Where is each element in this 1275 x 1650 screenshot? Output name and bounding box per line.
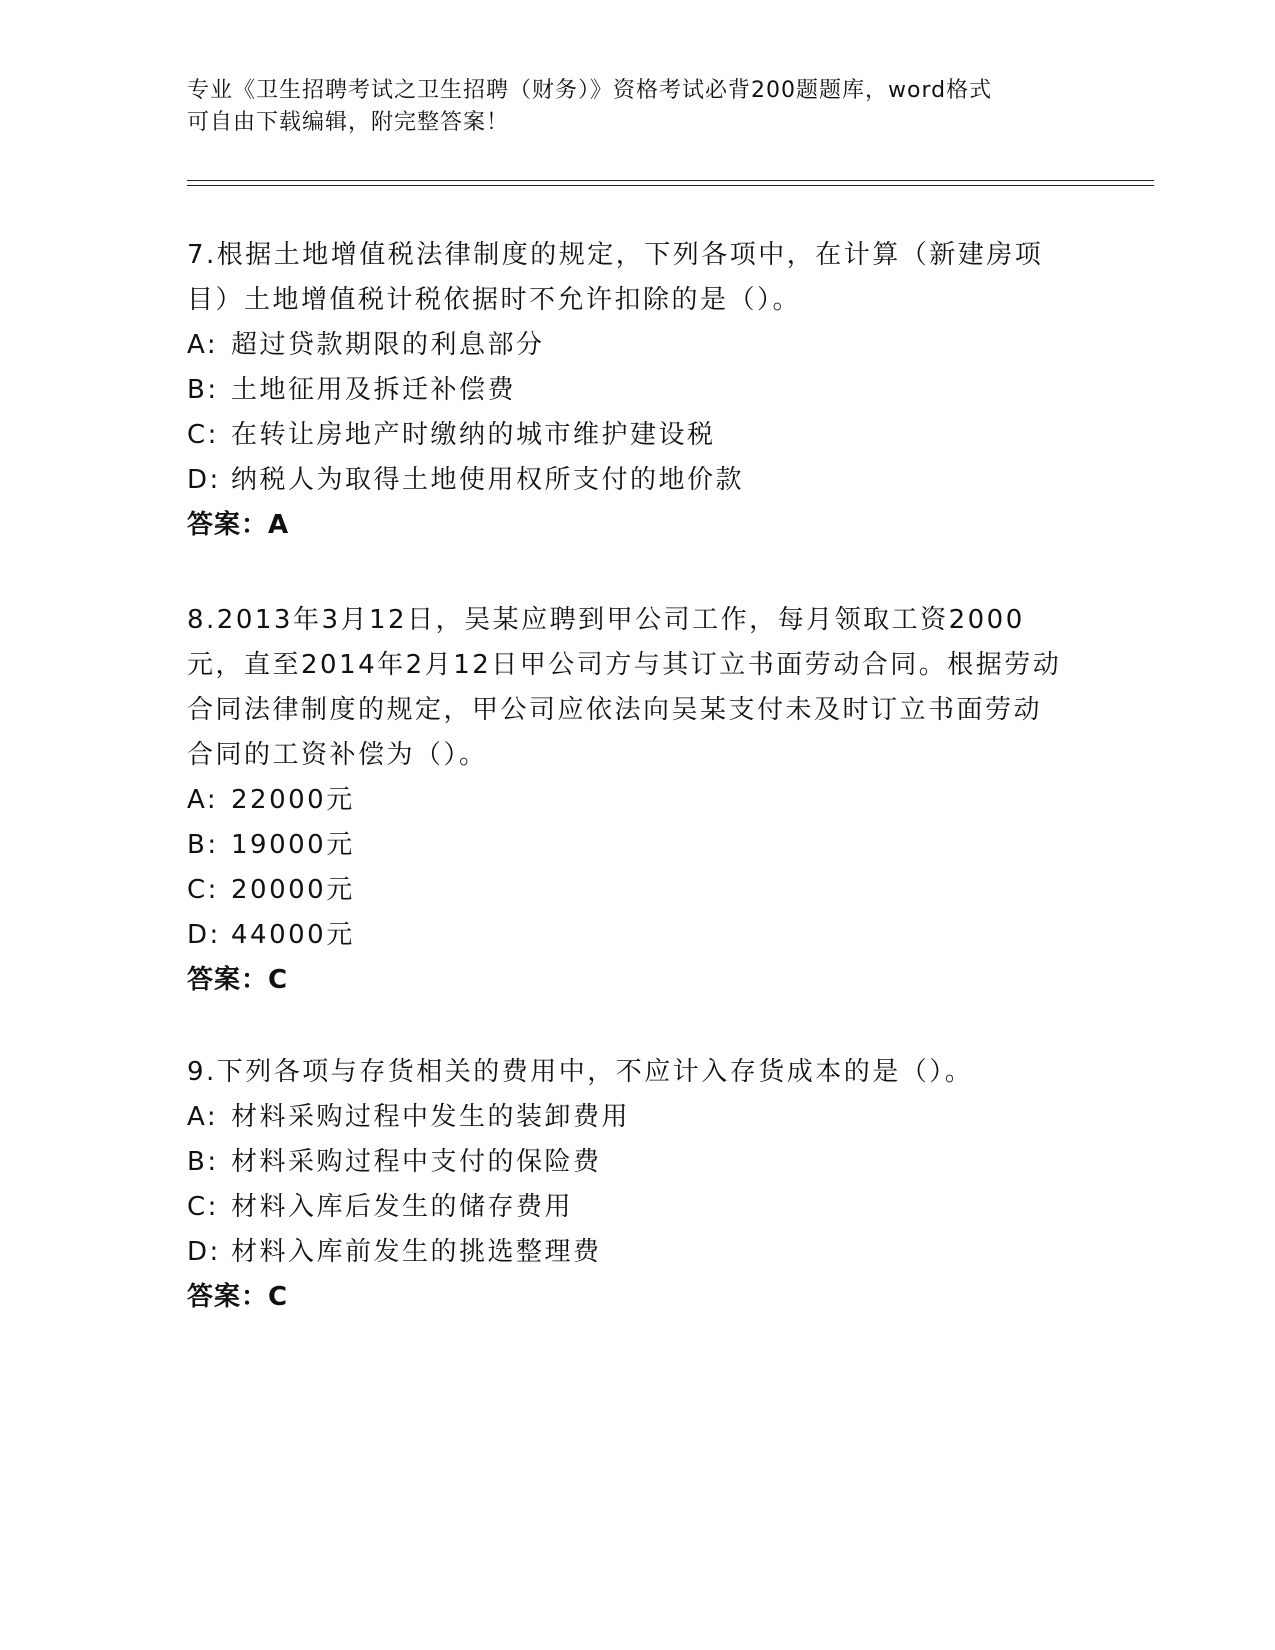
option-b	[187, 823, 1067, 868]
option-text: 20000元	[231, 875, 355, 905]
question-8	[187, 598, 1067, 1003]
option-key: D:	[187, 465, 221, 495]
option-key: A:	[187, 785, 219, 815]
option-c	[187, 413, 1067, 458]
option-d	[187, 913, 1067, 958]
option-text: 超过贷款期限的利息部分	[231, 330, 545, 360]
option-key: B:	[187, 830, 219, 860]
option-text: 22000元	[231, 785, 355, 815]
option-key: D:	[187, 1237, 221, 1267]
document-header	[187, 75, 1067, 139]
header-divider-bottom	[187, 185, 1154, 186]
option-key: C:	[187, 420, 219, 450]
option-text: 材料采购过程中支付的保险费	[231, 1147, 602, 1177]
header-divider-top	[187, 180, 1154, 181]
option-key: C:	[187, 1192, 219, 1222]
question-stem: 8.2013年3月12日，吴某应聘到甲公司工作，每月领取工资2000元，直至2014年2月12日甲公司方与其订立书面劳动合同。根据劳动合同法律制度的规定，甲公司应依法向吴某支付未及时订立书面劳动合同的工资补偿为（）。	[187, 605, 1062, 770]
option-b	[187, 368, 1067, 413]
question-7	[187, 233, 1067, 548]
option-text: 纳税人为取得土地使用权所支付的地价款	[231, 465, 745, 495]
option-text: 材料入库后发生的储存费用	[231, 1192, 574, 1222]
option-a	[187, 778, 1067, 823]
option-text: 44000元	[231, 920, 355, 950]
header-title-line: 专业《卫生招聘考试之卫生招聘（财务）》资格考试必背200题题库，word格式	[187, 78, 993, 103]
option-a	[187, 1095, 1067, 1140]
option-b	[187, 1140, 1067, 1185]
question-stem: 7.根据土地增值税法律制度的规定，下列各项中，在计算（新建房项目）土地增值税计税依据时不允许扣除的是（）。	[187, 240, 1044, 315]
option-key: D:	[187, 920, 221, 950]
option-text: 材料入库前发生的挑选整理费	[231, 1237, 602, 1267]
answer-line: 答案：A	[187, 510, 290, 540]
header-subtitle-line: 可自由下载编辑，附完整答案！	[187, 110, 510, 135]
option-key: B:	[187, 1147, 219, 1177]
question-stem: 9.下列各项与存货相关的费用中，不应计入存货成本的是（）。	[187, 1057, 974, 1087]
option-text: 在转让房地产时缴纳的城市维护建设税	[231, 420, 716, 450]
answer-line: 答案：C	[187, 1282, 289, 1312]
option-a	[187, 323, 1067, 368]
option-text: 土地征用及拆迁补偿费	[231, 375, 517, 405]
option-text: 19000元	[231, 830, 355, 860]
option-key: B:	[187, 375, 219, 405]
option-key: A:	[187, 330, 219, 360]
option-key: C:	[187, 875, 219, 905]
option-c	[187, 868, 1067, 913]
answer-line: 答案：C	[187, 965, 289, 995]
question-9	[187, 1050, 1067, 1320]
option-key: A:	[187, 1102, 219, 1132]
option-d	[187, 1230, 1067, 1275]
option-text: 材料采购过程中发生的装卸费用	[231, 1102, 631, 1132]
option-d	[187, 458, 1067, 503]
option-c	[187, 1185, 1067, 1230]
